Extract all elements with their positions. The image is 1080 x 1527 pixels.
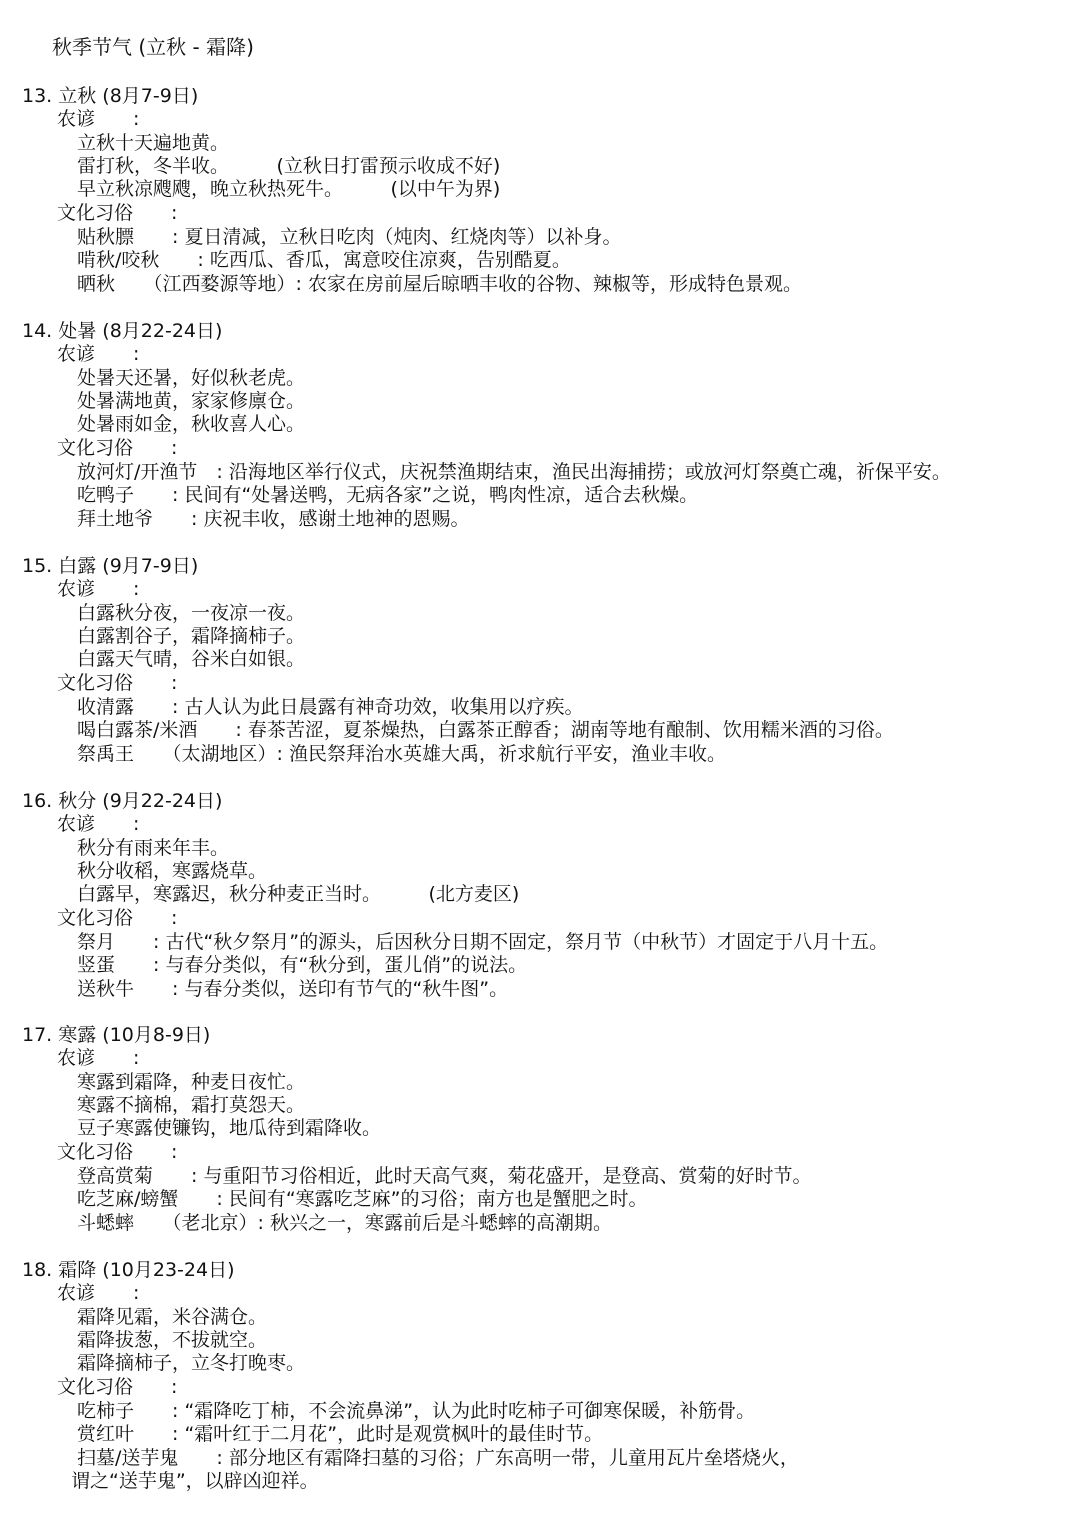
custom-label: 文化习俗 : bbox=[57, 672, 178, 694]
section-heading: 16. 秋分 (9月22-24日) bbox=[22, 790, 223, 812]
section-heading: 18. 霜降 (10月23-24日) bbox=[22, 1259, 235, 1281]
custom-line: 赏红叶 : “霜叶红于二月花”，此时是观赏枫叶的最佳时节。 bbox=[77, 1423, 604, 1445]
custom-label: 文化习俗 : bbox=[57, 437, 178, 459]
custom-line: 扫墓/送芋鬼 : 部分地区有霜降扫墓的习俗；广东高明一带，儿童用瓦片垒塔烧火， bbox=[77, 1447, 799, 1469]
custom-line: 喝白露茶/米酒 : 春茶苦涩，夏茶燥热，白露茶正醇香；湖南等地有酿制、饮用糯米酒的习俗。 bbox=[77, 719, 894, 741]
proverb-line: 雷打秋，冬半收。 (立秋日打雷预示收成不好) bbox=[77, 155, 501, 177]
section-heading: 13. 立秋 (8月7-9日) bbox=[22, 85, 199, 107]
proverb-line: 立秋十天遍地黄。 bbox=[77, 132, 230, 154]
custom-line: 吃鸭子 : 民间有“处暑送鸭，无病各家”之说，鸭肉性凉，适合去秋燥。 bbox=[77, 484, 699, 506]
proverb-line: 秋分收稻，寒露烧草。 bbox=[77, 860, 268, 882]
custom-label: 文化习俗 : bbox=[57, 1141, 178, 1163]
custom-line: 送秋牛 : 与春分类似，送印有节气的“秋牛图”。 bbox=[77, 978, 509, 1000]
custom-line: 登高赏菊 : 与重阳节习俗相近，此时天高气爽，菊花盛开，是登高、赏菊的好时节。 bbox=[77, 1165, 812, 1187]
custom-line-continuation: 谓之“送芋鬼”，以辟凶迎祥。 bbox=[71, 1470, 319, 1492]
custom-line: 祭月 : 古代“秋夕祭月”的源头，后因秋分日期不固定，祭月节（中秋节）才固定于八月十五。 bbox=[77, 931, 889, 953]
custom-line: 贴秋膘 : 夏日清减，立秋日吃肉（炖肉、红烧肉等）以补身。 bbox=[77, 226, 622, 248]
custom-label: 文化习俗 : bbox=[57, 1376, 178, 1398]
custom-line: 祭禹王 （太湖地区）: 渔民祭拜治水英雄大禹，祈求航行平安，渔业丰收。 bbox=[77, 743, 726, 765]
proverb-line: 霜降摘柿子，立冬打晚枣。 bbox=[77, 1352, 306, 1374]
page-title: 秋季节气 (立秋 - 霜降) bbox=[52, 35, 254, 59]
custom-label: 文化习俗 : bbox=[57, 907, 178, 929]
proverb-label: 农谚 : bbox=[57, 1282, 140, 1304]
proverb-label: 农谚 : bbox=[57, 343, 140, 365]
proverb-label: 农谚 : bbox=[57, 578, 140, 600]
custom-line: 拜土地爷 : 庆祝丰收，感谢土地神的恩赐。 bbox=[77, 508, 470, 530]
proverb-line: 白露早，寒露迟，秋分种麦正当时。 (北方麦区) bbox=[77, 883, 520, 905]
proverb-line: 寒露不摘棉，霜打莫怨天。 bbox=[77, 1094, 306, 1116]
custom-line: 啃秋/咬秋 : 吃西瓜、香瓜，寓意咬住凉爽，告别酷夏。 bbox=[77, 249, 571, 271]
proverb-line: 霜降拔葱，不拔就空。 bbox=[77, 1329, 268, 1351]
proverb-line: 处暑满地黄，家家修廪仓。 bbox=[77, 390, 306, 412]
custom-line: 晒秋 （江西婺源等地）: 农家在房前屋后晾晒丰收的谷物、辣椒等，形成特色景观。 bbox=[77, 273, 802, 295]
section-heading: 15. 白露 (9月7-9日) bbox=[22, 555, 199, 577]
proverb-line: 霜降见霜，米谷满仓。 bbox=[77, 1306, 268, 1328]
proverb-line: 寒露到霜降，种麦日夜忙。 bbox=[77, 1071, 306, 1093]
proverb-label: 农谚 : bbox=[57, 1047, 140, 1069]
proverb-line: 白露天气晴，谷米白如银。 bbox=[77, 648, 306, 670]
proverb-line: 秋分有雨来年丰。 bbox=[77, 837, 230, 859]
proverb-line: 处暑天还暑，好似秋老虎。 bbox=[77, 367, 306, 389]
custom-line: 斗蟋蟀 （老北京）: 秋兴之一，寒露前后是斗蟋蟀的高潮期。 bbox=[77, 1212, 612, 1234]
custom-line: 放河灯/开渔节 : 沿海地区举行仪式，庆祝禁渔期结束，渔民出海捕捞；或放河灯祭奠亡魂，祈保平安。 bbox=[77, 461, 951, 483]
proverb-line: 早立秋凉飕飕，晚立秋热死牛。 (以中午为界) bbox=[77, 178, 501, 200]
proverb-label: 农谚 : bbox=[57, 813, 140, 835]
custom-line: 竖蛋 : 与春分类似，有“秋分到，蛋儿俏”的说法。 bbox=[77, 954, 528, 976]
proverb-label: 农谚 : bbox=[57, 108, 140, 130]
proverb-line: 白露秋分夜，一夜凉一夜。 bbox=[77, 602, 306, 624]
custom-line: 吃柿子 : “霜降吃丁柿，不会流鼻涕”，认为此时吃柿子可御寒保暖，补筋骨。 bbox=[77, 1400, 756, 1422]
proverb-line: 处暑雨如金，秋收喜人心。 bbox=[77, 413, 306, 435]
custom-label: 文化习俗 : bbox=[57, 202, 178, 224]
proverb-line: 白露割谷子，霜降摘柿子。 bbox=[77, 625, 306, 647]
custom-line: 收清露 : 古人认为此日晨露有神奇功效，收集用以疗疾。 bbox=[77, 696, 584, 718]
proverb-line: 豆子寒露使镰钩，地瓜待到霜降收。 bbox=[77, 1117, 382, 1139]
section-heading: 17. 寒露 (10月8-9日) bbox=[22, 1024, 211, 1046]
section-heading: 14. 处暑 (8月22-24日) bbox=[22, 320, 223, 342]
custom-line: 吃芝麻/螃蟹 : 民间有“寒露吃芝麻”的习俗；南方也是蟹肥之时。 bbox=[77, 1188, 648, 1210]
